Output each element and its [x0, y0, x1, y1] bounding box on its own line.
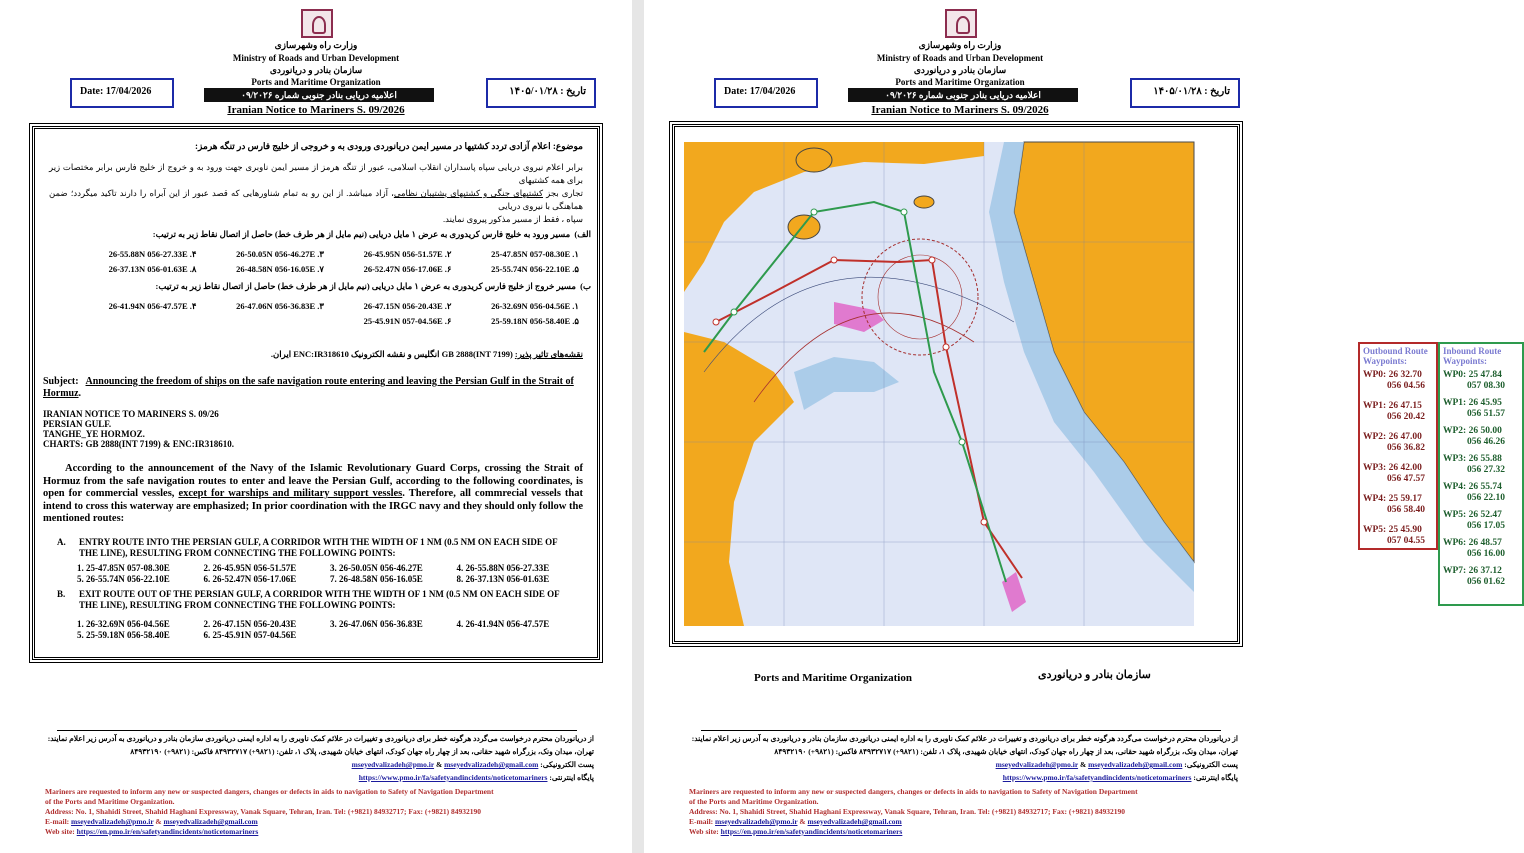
- footer-en-web: [689, 827, 902, 836]
- footer-label: پست الکترونیکی:: [540, 760, 594, 769]
- ministry-fa: وزارت راه وشهرسازی: [274, 40, 358, 50]
- waypoint-lat: WP4: 25 59.17: [1363, 494, 1422, 504]
- coord: 2. 26-45.95N 056-51.57E: [203, 563, 297, 573]
- waypoint-lat: WP3: 26 55.88: [1443, 454, 1502, 464]
- fa-subject-text: اعلام آزادی تردد کشتیها در مسیر ایمن دریانوردی ورودی به و خروجی از خلیج فارس در تنگه هرمز:: [195, 141, 551, 151]
- notice-title: Iranian Notice to Mariners S. 09/2026: [871, 104, 1049, 116]
- notice-title: Iranian Notice to Mariners S. 09/2026: [227, 104, 405, 116]
- en-coords-b: [77, 619, 577, 640]
- en-subject: Subject: Announcing the freedom of ships on the safe navigation route entering and leaving the Persian Gulf in the Strait of Hormuz.: [43, 376, 574, 399]
- waypoint-lon: 056 36.82: [1387, 443, 1425, 453]
- coord: ۸. 26-37.13N 056-01.63E: [108, 264, 197, 274]
- waypoint-entry: [1363, 370, 1433, 392]
- island: [788, 215, 820, 239]
- en-paragraph: [43, 463, 583, 526]
- waypoint-entry: [1443, 538, 1519, 560]
- fa-section-label: الف): [574, 229, 591, 239]
- fa-coords-b: [69, 301, 579, 327]
- fa-charts: [271, 349, 583, 360]
- fa-paragraph-line: برابر اعلام نیروی دریایی سپاه پاسداران انقلاب اسلامی، عبور از تنگه هرمز از مسیر ایمن ناوبری جهت ورود به و خروج از خلیج فارس برابر مختصات زیر برای همه کشتیهای: [49, 162, 583, 185]
- en-section-text: ENTRY ROUTE INTO THE PERSIAN GULF, A CORRIDOR WITH THE WIDTH OF 1 NM (0.5 NM ON EACH SIDE OF THE LINE), RESULTING FROM CONNECTING THE FOLLOWING POINTS:: [79, 537, 558, 558]
- outbound-title: Outbound Route Waypoints:: [1363, 346, 1428, 366]
- coord: 1. 26-32.69N 056-04.56E: [77, 619, 170, 629]
- waypoint-lat: WP2: 26 47.00: [1363, 432, 1422, 442]
- footer-en-address: Address: No. 1, Shahidi Street, Shahid Haghani Expressway, Vanak Square, Tehran, Iran. Tel: (+9821) 84932717; Fax: (+9821) 84932190: [45, 807, 481, 816]
- footer-en-address: Address: No. 1, Shahidi Street, Shahid Haghani Expressway, Vanak Square, Tehran, Iran. Tel: (+9821) 84932717; Fax: (+9821) 84932190: [689, 807, 1125, 816]
- waypoint-lon: 056 16.00: [1467, 549, 1505, 559]
- ministry-en: Ministry of Roads and Urban Development: [232, 53, 400, 63]
- web-link[interactable]: https://en.pmo.ir/en/safetyandincidents/noticetomariners: [720, 827, 903, 836]
- footer-fa-email: [352, 760, 594, 769]
- waypoint-marker: [901, 209, 907, 215]
- waypoint-lat: WP1: 26 47.15: [1363, 401, 1422, 411]
- waypoint-entry: [1443, 510, 1519, 532]
- email-link[interactable]: mseyedvalizadeh@gmail.com: [1088, 760, 1183, 769]
- coord: ۱. 25-47.85N 057-08.30E: [491, 249, 579, 259]
- coord: ۳. 26-47.06N 056-36.83E: [236, 301, 324, 311]
- fa-coords-a: [69, 249, 579, 275]
- en-block-line: CHARTS: GB 2888(INT 7199) & ENC:IR318610.: [43, 439, 235, 449]
- fa-section-text: مسیر خروج از خلیج فارس کریدوری به عرض ۱ مایل دریایی (نیم مایل از هر طرف خط) حاصل از اتصال نقاط زیر به ترتیب:: [155, 281, 576, 291]
- outbound-waypoints-table: [1358, 342, 1438, 550]
- coord: 7. 26-48.58N 056-16.05E: [330, 574, 423, 584]
- notice-page-text: [0, 0, 632, 853]
- fa-charts-label: نقشه‌های تاثیر پذیر:: [514, 349, 583, 359]
- en-section-label: B.: [57, 589, 66, 599]
- coord: 6. 26-52.47N 056-17.06E: [203, 574, 297, 584]
- fa-text: تجاری بجز: [546, 188, 583, 198]
- fa-subject: [49, 141, 583, 152]
- en-subject-text: Announcing the freedom of ships on the safe navigation route entering and leaving the Persian Gulf in the Strait of Hormuz: [43, 376, 574, 399]
- org-fa: سازمان بنادر و دریانوردی: [913, 65, 1007, 75]
- waypoint-lon: 056 01.62: [1467, 577, 1505, 587]
- fa-underlined: کشتیهای جنگی و کشتیهای پشتیبان نظامی: [393, 188, 544, 198]
- en-section-text: EXIT ROUTE OUT OF THE PERSIAN GULF, A CORRIDOR WITH THE WIDTH OF 1 NM (0.5 NM ON EACH SIDE OF THE LINE), RESULTING FROM CONNECTING THE FOLLOWING POINTS:: [79, 589, 560, 610]
- footer-amp: &: [1079, 760, 1087, 769]
- waypoint-lat: WP6: 26 48.57: [1443, 538, 1502, 548]
- org-fa: سازمان بنادر و دریانوردی: [269, 65, 363, 75]
- inbound-title: Inbound Route Waypoints:: [1443, 346, 1502, 366]
- coord: ۵. 25-59.18N 056-58.40E: [491, 316, 579, 326]
- email-link[interactable]: mseyedvalizadeh@gmail.com: [807, 817, 902, 826]
- coord: ۶. 25-45.91N 057-04.56E: [363, 316, 452, 326]
- waypoint-lon: 056 27.32: [1467, 465, 1505, 475]
- org-en: Ports and Maritime Organization: [895, 77, 1025, 87]
- waypoint-entry: [1363, 401, 1433, 423]
- en-block-line: TANGHE_YE HORMOZ.: [43, 429, 145, 439]
- coord: 3. 26-50.05N 056-46.27E: [330, 563, 423, 573]
- waypoint-entry: [1363, 525, 1433, 547]
- footer-fa-email: [996, 760, 1238, 769]
- waypoint-entry: [1363, 463, 1433, 485]
- island: [796, 148, 832, 172]
- island: [914, 196, 934, 208]
- email-link[interactable]: mseyedvalizadeh@pmo.ir: [715, 817, 798, 826]
- waypoint-lat: WP2: 26 50.00: [1443, 426, 1502, 436]
- footer-fa-request: از دریانوردان محترم درخواست می‌گردد هرگونه خطر برای دریانوردی و تغییرات در علائم کمک ناوبری را به اداره ایمنی دریانوردی سازمان بنادر و دریانوردی به آدرس زیر اعلام نمایند:: [47, 734, 594, 743]
- coord: 8. 26-37.13N 056-01.63E: [456, 574, 550, 584]
- date-fa: تاریخ : ۱۴۰۵/۰۱/۲۸: [486, 78, 596, 108]
- coord: 5. 25-59.18N 056-58.40E: [77, 630, 170, 640]
- coord: 2. 26-47.15N 056-20.43E: [203, 619, 297, 629]
- coord: ۶. 26-52.47N 056-17.06E: [363, 264, 452, 274]
- org-name-fa: سازمان بنادر و دریانوردی: [1038, 669, 1151, 681]
- waypoint-lat: WP5: 25 45.90: [1363, 525, 1422, 535]
- waypoint-marker: [981, 519, 987, 525]
- en-section-b: [57, 589, 577, 611]
- inbound-waypoints-table: [1438, 342, 1524, 606]
- fa-paragraph: [49, 161, 583, 226]
- en-block-line: IRANIAN NOTICE TO MARINERS S. 09/26: [43, 409, 219, 419]
- waypoint-entry: [1443, 398, 1519, 420]
- waypoint-entry: [1443, 454, 1519, 476]
- fa-paragraph-line: سپاه ، فقط از مسیر مذکور پیروی نمایند.: [443, 214, 583, 224]
- waypoint-entry: [1443, 426, 1519, 448]
- en-text: According to the announcement of the Navy of the Islamic Revolutionary Guard Corps, crossing the Strait of Hormuz from the safe navigation routes to enter and leave the Persian Gulf, according to the following coordinates, is open for commercial vessles,: [43, 463, 583, 499]
- waypoint-lon: 056 17.05: [1467, 521, 1505, 531]
- en-subject-label: Subject:: [43, 376, 79, 387]
- email-link[interactable]: mseyedvalizadeh@pmo.ir: [995, 760, 1079, 769]
- emblem-icon: [945, 9, 977, 38]
- ministry-fa: وزارت راه وشهرسازی: [918, 40, 1002, 50]
- coord: ۴. 26-55.88N 056-27.33E: [108, 249, 197, 259]
- footer-label: E-mail:: [689, 817, 714, 826]
- footer-en-org: of the Ports and Maritime Organization.: [45, 797, 175, 806]
- coord: ۴. 26-41.94N 056-47.57E: [108, 301, 197, 311]
- waypoint-lon: 056 51.57: [1467, 409, 1505, 419]
- footer-en-request: Mariners are requested to inform any new or suspected dangers, changes or defects in aids to navigation to Safety of Navigation Department: [689, 787, 1138, 796]
- date-fa: تاریخ : ۱۴۰۵/۰۱/۲۸: [1130, 78, 1240, 108]
- email-link[interactable]: mseyedvalizadeh@gmail.com: [444, 760, 539, 769]
- footer-fa-address: تهران، میدان ونک، بزرگراه شهید حقانی، بعد از چهار راه جهان کودک، انتهای خیابان شهیدی، پلاک ۱، تلفن: (۹۸۲۱+) ۸۴۹۳۲۷۱۷ فاکس: (۹۸۲۱+) ۸۴۹۳۲۱۹۰: [130, 747, 594, 756]
- waypoint-lon: 057 04.55: [1387, 536, 1425, 546]
- footer-fa-web: [359, 773, 594, 782]
- date-en: Date: 17/04/2026: [714, 78, 818, 108]
- org-name-en: Ports and Maritime Organization: [754, 672, 912, 684]
- waypoint-marker: [959, 439, 965, 445]
- coord: 3. 26-47.06N 056-36.83E: [330, 619, 423, 629]
- fa-section-label: ب): [580, 281, 591, 291]
- waypoint-lon: 056 47.57: [1387, 474, 1425, 484]
- web-link[interactable]: https://en.pmo.ir/en/safetyandincidents/noticetomariners: [76, 827, 259, 836]
- en-underlined: except for warships and military support vessles: [178, 488, 403, 499]
- nautical-chart: [684, 142, 1194, 626]
- footer-divider: [701, 730, 1221, 731]
- fa-charts-text: GB 2888(INT 7199) انگلیس و نقشه الکترونیک ENC:IR318610 ایران.: [270, 349, 513, 359]
- waypoint-lat: WP0: 25 47.84: [1443, 370, 1502, 380]
- coord: ۷. 26-48.58N 056-16.05E: [236, 264, 324, 274]
- waypoint-lat: WP7: 26 37.12: [1443, 566, 1502, 576]
- footer-label: Web site:: [45, 827, 75, 836]
- coord: 6. 25-45.91N 057-04.56E: [203, 630, 297, 640]
- fa-paragraph-line: [49, 187, 583, 213]
- coord: ۳. 26-50.05N 056-46.27E: [236, 249, 324, 259]
- web-link[interactable]: https://www.pmo.ir/fa/safetyandincidents/noticetomariners: [1002, 773, 1192, 782]
- footer-amp: &: [435, 760, 443, 769]
- footer-amp: &: [799, 817, 806, 826]
- email-link[interactable]: mseyedvalizadeh@pmo.ir: [351, 760, 435, 769]
- coord: 5. 26-55.74N 056-22.10E: [77, 574, 170, 584]
- waypoint-lon: 056 04.56: [1387, 381, 1425, 391]
- notice-body: [32, 126, 600, 660]
- waypoint-lat: WP1: 26 45.95: [1443, 398, 1502, 408]
- waypoint-entry: [1363, 494, 1433, 516]
- footer-label: پست الکترونیکی:: [1184, 760, 1238, 769]
- email-link[interactable]: mseyedvalizadeh@pmo.ir: [71, 817, 154, 826]
- waypoint-marker: [831, 257, 837, 263]
- coord: ۱. 26-32.69N 056-04.56E: [491, 301, 579, 311]
- footer-label: E-mail:: [45, 817, 70, 826]
- footer-fa-web: [1003, 773, 1238, 782]
- footer-label: Web site:: [689, 827, 719, 836]
- waypoint-lat: WP3: 26 42.00: [1363, 463, 1422, 473]
- waypoint-entry: [1443, 370, 1519, 392]
- waypoint-entry: [1363, 432, 1433, 454]
- footer-en-email: [689, 817, 902, 826]
- en-section-label: A.: [57, 537, 66, 547]
- page-gutter: [632, 0, 644, 853]
- en-text: . Therefore, all commrecial vessels that intend to cross this waterway are emphasized; In prior coordination with the IRGC navy and they should only follow the mentioned routes:: [43, 488, 584, 524]
- waypoint-lon: 056 58.40: [1387, 505, 1425, 515]
- waypoint-lon: 057 08.30: [1467, 381, 1505, 391]
- en-section-a: [57, 537, 577, 559]
- fa-subject-label: موضوع:: [552, 141, 583, 151]
- waypoint-lat: WP5: 26 52.47: [1443, 510, 1502, 520]
- waypoint-lon: 056 46.26: [1467, 437, 1505, 447]
- en-coords-a: [77, 563, 577, 584]
- waypoint-marker: [929, 257, 935, 263]
- coord: ۲. 26-45.95N 056-51.57E: [363, 249, 452, 259]
- waypoint-lat: WP4: 26 55.74: [1443, 482, 1502, 492]
- emblem-icon: [301, 9, 333, 38]
- footer-fa-address: تهران، میدان ونک، بزرگراه شهید حقانی، بعد از چهار راه جهان کودک، انتهای خیابان شهیدی، پلاک ۱، تلفن: (۹۸۲۱+) ۸۴۹۳۲۷۱۷ فاکس: (۹۸۲۱+) ۸۴۹۳۲۱۹۰: [774, 747, 1238, 756]
- fa-section-text: مسیر ورود به خلیج فارس کریدوری به عرض ۱ مایل دریایی (نیم مایل از هر طرف خط) حاصل از اتصال نقاط زیر به ترتیب:: [152, 229, 571, 239]
- fa-text: ، آزاد میباشد. از این رو به تمام شناورهایی که قصد عبور از این آبراه را دارند تاکید میگردد؛ ضمن هماهنگی با نیروی دریایی: [49, 188, 583, 211]
- footer-divider: [57, 730, 577, 731]
- org-en: Ports and Maritime Organization: [251, 77, 381, 87]
- waypoint-entry: [1443, 482, 1519, 504]
- waypoint-entry: [1443, 566, 1519, 588]
- waypoint-marker: [943, 344, 949, 350]
- ministry-en: Ministry of Roads and Urban Development: [876, 53, 1044, 63]
- footer-en-web: [45, 827, 258, 836]
- email-link[interactable]: mseyedvalizadeh@gmail.com: [163, 817, 258, 826]
- waypoint-lon: 056 22.10: [1467, 493, 1505, 503]
- fa-section-a: [49, 229, 591, 240]
- footer-en-org: of the Ports and Maritime Organization.: [689, 797, 819, 806]
- waypoint-marker: [811, 209, 817, 215]
- notice-bar-fa: اعلامیه دریایی بنادر جنوبی شماره ۰۹/۲۰۲۶: [204, 88, 434, 102]
- waypoint-marker: [731, 309, 737, 315]
- footer-label: پایگاه اینترنتی:: [1193, 773, 1238, 782]
- waypoint-marker: [713, 319, 719, 325]
- web-link[interactable]: https://www.pmo.ir/fa/safetyandincidents/noticetomariners: [358, 773, 548, 782]
- notice-page-map: [644, 0, 1505, 853]
- footer-en-email: [45, 817, 258, 826]
- coord: ۵. 25-55.74N 056-22.10E: [491, 264, 579, 274]
- coord: 1. 25-47.85N 057-08.30E: [77, 563, 170, 573]
- waypoint-lon: 056 20.42: [1387, 412, 1425, 422]
- footer-amp: &: [155, 817, 162, 826]
- coord: ۲. 26-47.15N 056-20.43E: [363, 301, 452, 311]
- notice-bar-fa: اعلامیه دریایی بنادر جنوبی شماره ۰۹/۲۰۲۶: [848, 88, 1078, 102]
- coord: 4. 26-55.88N 056-27.33E: [456, 563, 550, 573]
- footer-en-request: Mariners are requested to inform any new or suspected dangers, changes or defects in aids to navigation to Safety of Navigation Department: [45, 787, 494, 796]
- waypoint-lat: WP0: 26 32.70: [1363, 370, 1422, 380]
- footer-fa-request: از دریانوردان محترم درخواست می‌گردد هرگونه خطر برای دریانوردی و تغییرات در علائم کمک ناوبری را به اداره ایمنی دریانوردی سازمان بنادر و دریانوردی به آدرس زیر اعلام نمایند:: [691, 734, 1238, 743]
- footer-label: پایگاه اینترنتی:: [549, 773, 594, 782]
- en-block-line: PERSIAN GULF.: [43, 419, 112, 429]
- en-header-block: [43, 409, 234, 449]
- fa-section-b: [49, 281, 591, 292]
- date-en: Date: 17/04/2026: [70, 78, 174, 108]
- coord: 4. 26-41.94N 056-47.57E: [456, 619, 550, 629]
